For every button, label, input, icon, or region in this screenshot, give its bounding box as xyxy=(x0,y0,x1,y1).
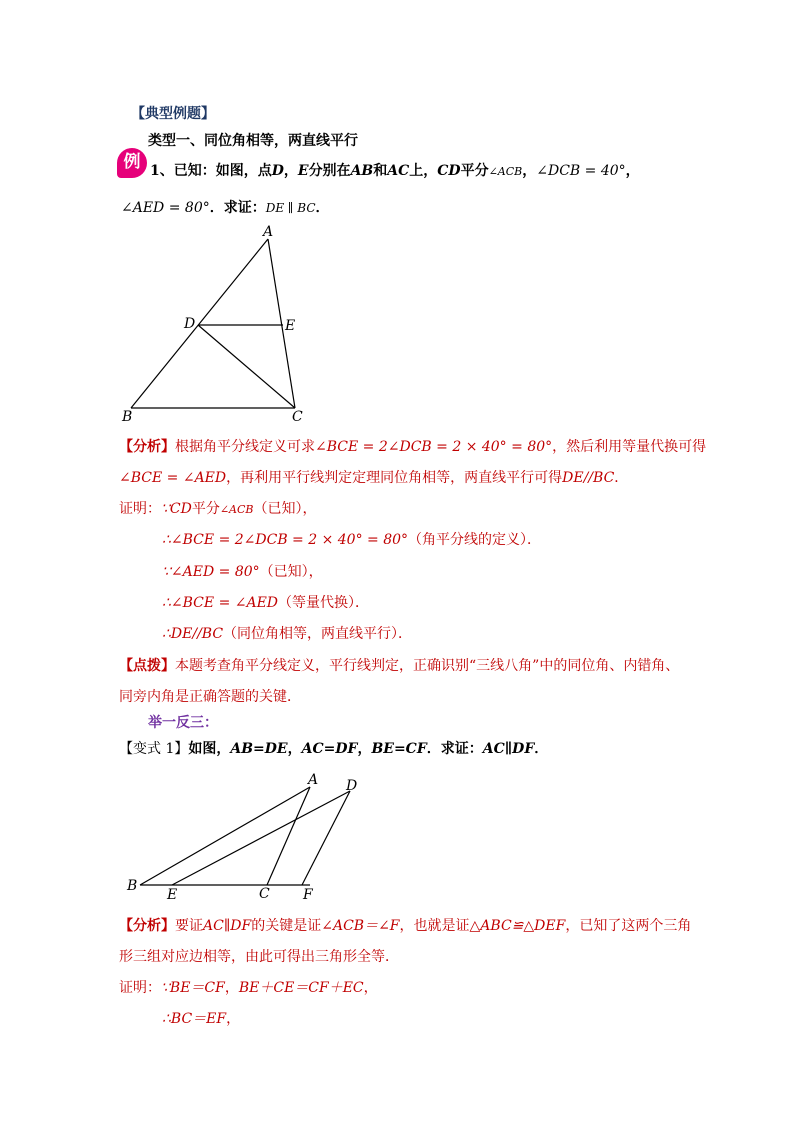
type-heading: 类型一、同位角相等，两直线平行 xyxy=(148,133,358,149)
variant-math: BE=CF xyxy=(371,741,427,757)
stmt-segment-cd: CD xyxy=(437,163,461,179)
proof-formula: ∴DE//BC xyxy=(162,626,224,642)
segment-ed xyxy=(172,791,350,885)
analysis-line-1 xyxy=(119,436,706,456)
stmt-text: ， xyxy=(625,163,640,179)
proof-formula: ∵∠AED = 80° xyxy=(162,564,260,580)
variant-tag: 【变式 1】 xyxy=(119,741,189,757)
proof-text: 平分 xyxy=(191,501,220,517)
proof-text: （已知）， xyxy=(253,501,317,517)
triangle-figure-2 xyxy=(120,768,370,904)
proof-formula: ∴∠BCE = 2∠DCB = 2 × 40° = 80° xyxy=(162,532,409,548)
variant-math: AC=DF xyxy=(301,741,358,757)
section-heading: 【典型例题】 xyxy=(131,106,215,122)
segment-df xyxy=(302,791,350,885)
analysis-text: ，再利用平行线判定定理同位角相等，两直线平行可得 xyxy=(226,470,563,486)
stmt-angle-aed: ∠AED = 80° xyxy=(121,200,210,216)
proof-formula: ∵BE＝CF xyxy=(161,980,225,996)
proof-text: （角平分线的定义）． xyxy=(408,532,542,548)
proof-text: ， xyxy=(226,1011,241,1027)
segment-ba xyxy=(140,787,310,885)
label-e: E xyxy=(285,318,296,334)
analysis-formula: ∠BCE = ∠AED xyxy=(119,470,227,486)
variant-analysis-line-2: 形三组对应边相等，由此可得出三角形全等． xyxy=(119,949,399,965)
proof-formula: BE＋CE＝CF＋EC xyxy=(238,980,364,996)
stmt-segment-ab: AB xyxy=(350,163,374,179)
stmt-point-e: E xyxy=(297,163,309,179)
variant-proof-line-2 xyxy=(162,1008,240,1028)
analysis-line-2 xyxy=(119,467,628,487)
label-f: F xyxy=(303,887,313,903)
proof-formula: ∠ACB xyxy=(219,503,254,516)
analysis-formula: ∠ACB＝∠F xyxy=(321,918,400,934)
label-b: B xyxy=(122,409,133,425)
variant-text: ， xyxy=(357,741,372,757)
stmt-goal: DE ∥ BC xyxy=(265,201,316,215)
proof-label: 证明： xyxy=(119,980,161,996)
variant-text: ， xyxy=(287,741,302,757)
segment-ac xyxy=(267,787,310,885)
example-statement-line-1 xyxy=(150,160,640,180)
proof-formula: ∵CD xyxy=(161,501,192,517)
proof-text: （等量代换）． xyxy=(278,595,370,611)
analysis-text: 根据角平分线定义可求 xyxy=(175,439,315,455)
variant-text: ． xyxy=(534,741,549,757)
variant-math: AB=DE xyxy=(230,741,288,757)
segment-dc xyxy=(198,325,295,408)
practice-heading: 举一反三： xyxy=(148,715,218,731)
label-b: B xyxy=(127,878,138,894)
proof-formula: ∴∠BCE = ∠AED xyxy=(162,595,279,611)
variant-proof-line-1 xyxy=(119,977,378,997)
proof-line-3 xyxy=(162,561,323,581)
stmt-angle-acb: ∠ACB xyxy=(488,165,523,178)
proof-text: ， xyxy=(224,980,239,996)
stmt-segment-ac: AC xyxy=(387,163,410,179)
point-text: 本题考查角平分线定义，平行线判定，正确识别“三线八角”中的同位角、内错角、 xyxy=(175,658,680,674)
analysis-text: ． xyxy=(614,470,629,486)
analysis-text: 要证 xyxy=(175,918,203,934)
proof-text: （同位角相等，两直线平行）． xyxy=(223,626,413,642)
variant-text: 如图， xyxy=(188,741,231,757)
proof-line-2 xyxy=(162,529,541,549)
analysis-formula: AC∥DF xyxy=(203,918,252,934)
analysis-tag: 【分析】 xyxy=(119,439,175,455)
label-a: A xyxy=(308,772,319,788)
analysis-text: ，也就是证 xyxy=(399,918,470,934)
variant-analysis-line-1 xyxy=(119,915,691,935)
proof-text: （已知）， xyxy=(259,564,323,580)
stmt-point-d: D xyxy=(271,163,284,179)
stmt-angle-dcb: ∠DCB = 40° xyxy=(536,163,626,179)
variant-text: ．求证： xyxy=(426,741,483,757)
proof-label: 证明： xyxy=(119,501,161,517)
proof-text: ， xyxy=(363,980,378,996)
label-e: E xyxy=(167,887,178,903)
stmt-text: 上， xyxy=(409,163,438,179)
proof-formula: ∴BC＝EF xyxy=(162,1011,227,1027)
label-d: D xyxy=(346,778,358,794)
variant-math: AC∥DF xyxy=(482,741,535,757)
stmt-text: 和 xyxy=(373,163,388,179)
stmt-text: 平分 xyxy=(460,163,489,179)
segment-ab xyxy=(131,239,268,408)
stmt-text: ， xyxy=(283,163,298,179)
analysis-formula: △ABC≌△DEF xyxy=(469,918,566,934)
proof-line-4 xyxy=(162,592,369,612)
point-line-1 xyxy=(119,655,679,675)
point-line-2: 同旁内角是正确答题的关键． xyxy=(119,689,301,705)
label-c: C xyxy=(292,409,303,425)
triangle-figure-1 xyxy=(110,220,330,430)
label-d: D xyxy=(184,316,196,332)
stmt-text: 分别在 xyxy=(308,163,351,179)
analysis-formula: ∠BCE = 2∠DCB = 2 × 40° = 80° xyxy=(315,439,553,455)
point-tag: 【点拨】 xyxy=(119,658,175,674)
variant-statement xyxy=(119,738,548,758)
example-statement-line-2 xyxy=(121,197,330,217)
stmt-text: ． xyxy=(315,200,330,216)
proof-line-1 xyxy=(119,498,317,518)
proof-line-5 xyxy=(162,623,412,643)
analysis-text: ，然后利用等量代换可得 xyxy=(552,439,707,455)
label-a: A xyxy=(263,224,274,240)
stmt-text: 1、已知：如图，点 xyxy=(150,163,272,179)
example-badge: 例 xyxy=(117,148,147,178)
analysis-text: ，已知了这两个三角 xyxy=(565,918,692,934)
analysis-tag: 【分析】 xyxy=(119,918,175,934)
stmt-text: ， xyxy=(522,163,537,179)
stmt-text: ．求证： xyxy=(209,200,266,216)
label-c: C xyxy=(259,886,270,902)
analysis-text: 的关键是证 xyxy=(251,918,322,934)
analysis-formula: DE//BC xyxy=(562,470,615,486)
